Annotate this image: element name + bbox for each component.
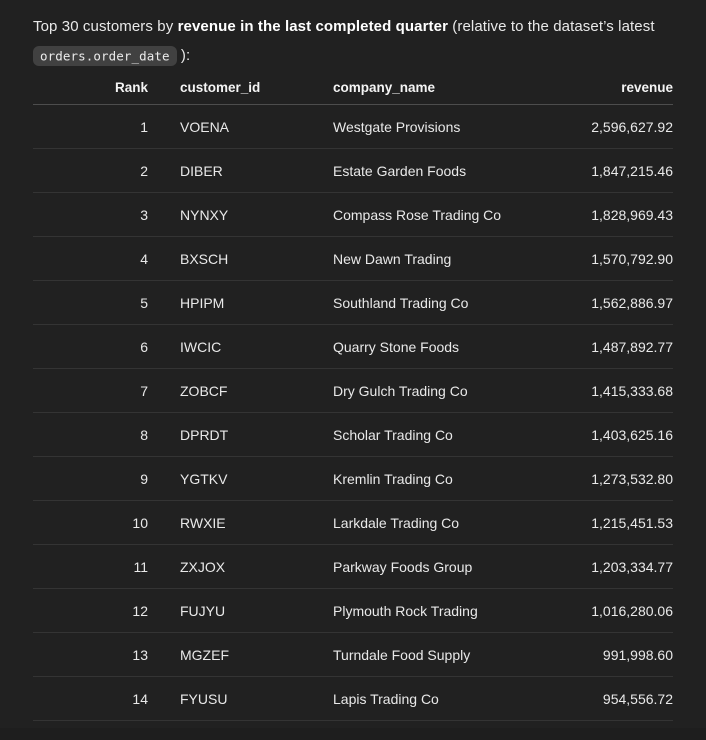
table-row — [33, 545, 673, 589]
cell-customer-id: MGZEF — [148, 633, 333, 677]
cell-customer-id: IWCIC — [148, 325, 333, 369]
cell-rank: 11 — [33, 545, 148, 589]
cell-revenue: 1,415,333.68 — [520, 369, 673, 413]
cell-customer-id: RWXIE — [148, 501, 333, 545]
cell-company-name: Plymouth Rock Trading — [333, 589, 520, 633]
cell-revenue: 1,016,280.06 — [520, 589, 673, 633]
cell-customer-id: ZOBCF — [148, 369, 333, 413]
partial-next-row — [0, 728, 706, 740]
cell-revenue: 991,998.60 — [520, 633, 673, 677]
table-row — [33, 501, 673, 545]
table-row — [33, 677, 673, 721]
cell-customer-id: NYNXY — [148, 193, 333, 237]
cell-customer-id: ZXJOX — [148, 545, 333, 589]
cell-revenue: 1,487,892.77 — [520, 325, 673, 369]
cell-company-name: Larkdale Trading Co — [333, 501, 520, 545]
cell-company-name: New Dawn Trading — [333, 237, 520, 281]
cell-rank: 14 — [33, 677, 148, 721]
cell-company-name: Turndale Food Supply — [333, 633, 520, 677]
table-body — [33, 105, 673, 721]
cell-company-name: Kremlin Trading Co — [333, 457, 520, 501]
table-row — [33, 413, 673, 457]
cell-rank: 10 — [33, 501, 148, 545]
cell-revenue: 1,215,451.53 — [520, 501, 673, 545]
cell-revenue: 1,203,334.77 — [520, 545, 673, 589]
cell-customer-id: FUJYU — [148, 589, 333, 633]
intro-middle: (relative to the dataset’s latest — [448, 18, 655, 35]
cell-company-name: Southland Trading Co — [333, 281, 520, 325]
cell-rank: 8 — [33, 413, 148, 457]
intro-text — [33, 12, 673, 70]
table-row — [33, 369, 673, 413]
cell-revenue: 1,570,792.90 — [520, 237, 673, 281]
cell-rank: 1 — [33, 105, 148, 149]
col-header-rank: Rank — [33, 70, 148, 105]
cell-company-name: Lapis Trading Co — [333, 677, 520, 721]
cell-customer-id: BXSCH — [148, 237, 333, 281]
table-row — [33, 193, 673, 237]
table-row — [33, 589, 673, 633]
table-header — [33, 70, 673, 105]
col-header-customer-id: customer_id — [148, 70, 333, 105]
intro-prefix: Top 30 customers by — [33, 18, 178, 35]
cell-rank: 2 — [33, 149, 148, 193]
cell-rank: 4 — [33, 237, 148, 281]
cell-revenue: 1,403,625.16 — [520, 413, 673, 457]
table-row — [33, 237, 673, 281]
cell-revenue: 1,273,532.80 — [520, 457, 673, 501]
col-header-company-name: company_name — [333, 70, 520, 105]
cell-rank: 5 — [33, 281, 148, 325]
cell-revenue: 954,556.72 — [520, 677, 673, 721]
cell-customer-id: YGTKV — [148, 457, 333, 501]
cell-rank: 13 — [33, 633, 148, 677]
table-row — [33, 457, 673, 501]
cell-revenue: 1,562,886.97 — [520, 281, 673, 325]
cell-company-name: Estate Garden Foods — [333, 149, 520, 193]
table-row — [33, 633, 673, 677]
col-header-revenue: revenue — [520, 70, 673, 105]
cell-company-name: Compass Rose Trading Co — [333, 193, 520, 237]
table-header-row — [33, 70, 673, 105]
cell-company-name: Quarry Stone Foods — [333, 325, 520, 369]
cell-rank: 7 — [33, 369, 148, 413]
cell-rank: 9 — [33, 457, 148, 501]
inline-code-chip: orders.order_date — [33, 46, 177, 66]
cell-rank: 6 — [33, 325, 148, 369]
intro-bold-phrase: revenue in the last completed quarter — [177, 18, 449, 35]
cell-customer-id: HPIPM — [148, 281, 333, 325]
cell-company-name: Dry Gulch Trading Co — [333, 369, 520, 413]
cell-rank: 3 — [33, 193, 148, 237]
table-row — [33, 325, 673, 369]
cell-rank: 12 — [33, 589, 148, 633]
cell-customer-id: DPRDT — [148, 413, 333, 457]
cell-company-name: Parkway Foods Group — [333, 545, 520, 589]
top-customers-table — [33, 70, 673, 721]
cell-company-name: Scholar Trading Co — [333, 413, 520, 457]
cell-customer-id: VOENA — [148, 105, 333, 149]
table-row — [33, 281, 673, 325]
cell-customer-id: DIBER — [148, 149, 333, 193]
cell-company-name: Westgate Provisions — [333, 105, 520, 149]
intro-suffix: ): — [176, 47, 191, 64]
cell-revenue: 1,828,969.43 — [520, 193, 673, 237]
table-row — [33, 105, 673, 149]
cell-revenue: 1,847,215.46 — [520, 149, 673, 193]
cell-customer-id: FYUSU — [148, 677, 333, 721]
table-row — [33, 149, 673, 193]
cell-revenue: 2,596,627.92 — [520, 105, 673, 149]
